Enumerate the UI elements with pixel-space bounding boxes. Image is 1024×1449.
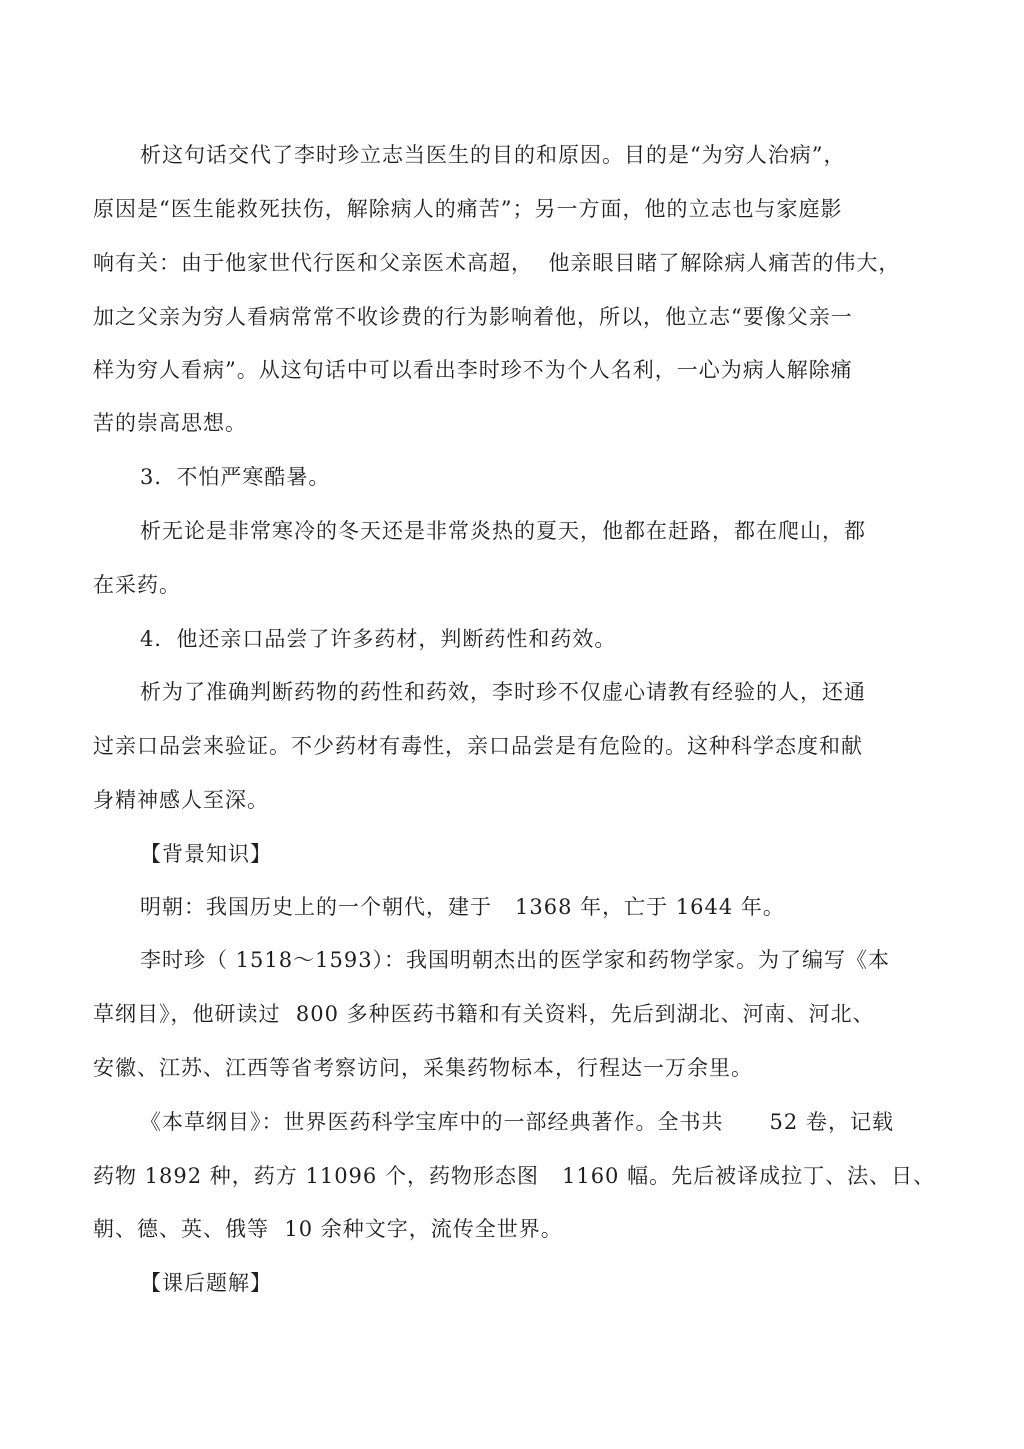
- text-line: 《本草纲目》：世界医药科学宝库中的一部经典著作。全书共 52 卷，记载: [140, 1110, 894, 1134]
- text-line: 响有关：由于他家世代行医和父亲医术高超， 他亲眼目睹了解除病人痛苦的伟大，: [93, 251, 901, 275]
- text-line: 3．不怕严寒酷暑。: [140, 465, 331, 489]
- text-line: 草纲目》，他研读过 800 多种医药书籍和有关资料，先后到湖北、河南、河北、: [93, 1002, 875, 1026]
- text-line: 过亲口品尝来验证。不少药材有毒性，亲口品尝是有危险的。这种科学态度和献: [93, 734, 863, 758]
- text-line: 原因是“医生能救死扶伤，解除病人的痛苦”；另一方面，他的立志也与家庭影: [93, 197, 843, 221]
- text-line: 朝、德、英、俄等 10 余种文字，流传全世界。: [93, 1217, 563, 1241]
- text-line: 析这句话交代了李时珍立志当医生的目的和原因。目的是“为穷人治病”，: [140, 143, 846, 167]
- text-line: 析无论是非常寒冷的冬天还是非常炎热的夏天，他都在赶路，都在爬山，都: [140, 519, 866, 543]
- text-line: 身精神感人至深。: [93, 788, 269, 812]
- section-heading: 【课后题解】: [140, 1271, 272, 1295]
- text-line: 样为穷人看病”。从这句话中可以看出李时珍不为个人名利，一心为病人解除痛: [93, 358, 853, 382]
- text-line: 明朝：我国历史上的一个朝代，建于 1368 年，亡于 1644 年。: [140, 895, 785, 919]
- section-heading: 【背景知识】: [140, 842, 272, 866]
- text-line: 在采药。: [93, 573, 181, 597]
- text-line: 4．他还亲口品尝了许多药材，判断药性和药效。: [140, 627, 617, 651]
- text-line: 加之父亲为穷人看病常常不收诊费的行为影响着他，所以，他立志“要像父亲一: [93, 305, 853, 329]
- text-line: 析为了准确判断药物的药性和药效，李时珍不仅虚心请教有经验的人，还通: [140, 680, 866, 704]
- text-line: 药物 1892 种，药方 11096 个，药物形态图 1160 幅。先后被译成拉丁、法、日、: [93, 1164, 936, 1188]
- text-line: 苦的崇高思想。: [93, 411, 247, 435]
- text-line: 李时珍（ 1518～1593）：我国明朝杰出的医学家和药物学家。为了编写《本: [140, 948, 891, 972]
- text-line: 安徽、江苏、江西等省考察访问，采集药物标本，行程达一万余里。: [93, 1056, 753, 1080]
